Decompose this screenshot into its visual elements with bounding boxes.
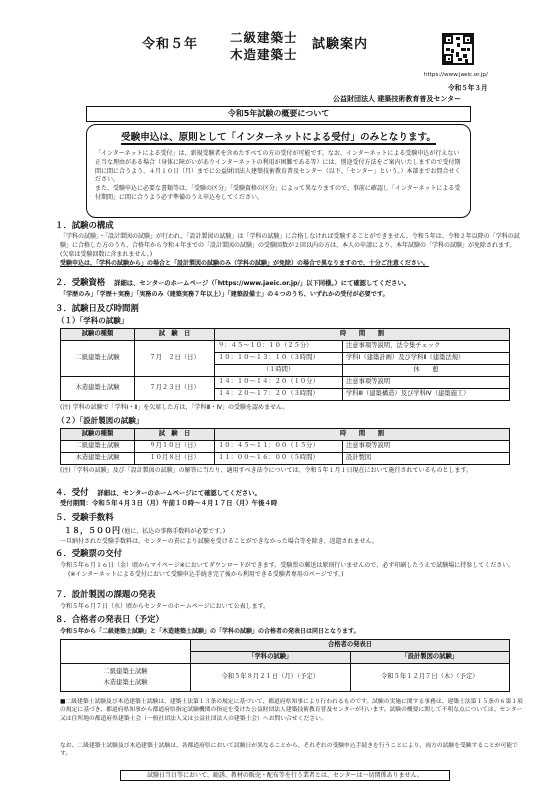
time-cell: １４：１０～１４：２０（１０分） xyxy=(215,377,343,389)
content-cell: 注意事項等説明 xyxy=(343,441,510,453)
section-7-heading: ７．設計製図の課題の発表 xyxy=(55,589,156,599)
notice-paragraph-2: また、受験申込に必要な書類等は、「受験の区分」「受験資格の区分」によって異なりますので、事前に確認し「インターネットによる受付期間」に間に合うよう必ず準備のうえ申込をしてください。 xyxy=(95,184,461,201)
table-header: 「学科の試験」 xyxy=(191,652,351,664)
summary-heading: 令和5年試験の概要について xyxy=(86,106,471,122)
exam-type-cell: 二級建築士試験 xyxy=(61,341,135,377)
section-5-amount-line xyxy=(60,525,520,537)
section-1-body: 「学科の試験」・「設計製図の試験」が行われ、「設計製図の試験」は「学科の試験」に合格しなければ受験することができません。令和５年は、令和２年以降の「学科の試験」に合格した方のうち、合格年から令和４年までの「設計製図の試験」の受験回数が２回以内の方は、本人の申請により、本年試験の「学科の試験」が免除されます。(欠席は受験回数に含まれません。) 受験申込は、「学科の試験から」の場合と「設計製図の試験のみ（学科の試験」が免除）の場合で異なりますので、十分ご注意ください。 xyxy=(60,233,520,267)
results-date-drawing: 令和５年１２月７日（木）（予定） xyxy=(350,664,510,692)
section-4-heading: ４．受付 詳細は、センターのホームページにて確認してください。 xyxy=(55,487,261,497)
section-4-detail: 詳細は、センターのホームページにて確認してください。 xyxy=(97,490,261,497)
title-line2: 木造建築士 xyxy=(230,46,298,62)
section-2-body: 「学歴のみ」「学歴＋実務」「実務のみ（建築実務７年以上）」「建築設備士」の４つのうち、いずれかの受付が必要です。 xyxy=(60,291,389,298)
website-url[interactable]: https://www.jaeic.or.jp/ xyxy=(424,72,488,78)
table-header: 試験の種類 xyxy=(61,329,135,341)
notice-paragraph-1: 「インターネットによる受付」は、新規受験者を含めたすべての方の受付が可能です。なお、インターネットによる受験申込が行えない正当な理由がある場合（身体に障がいがありインターネットの利用が困難である等）には、別途受付方法をご案内いたしますので受付期間に間に合うよう、４月１０日（月）までに公益財団法人建築技術教育普及センター（以下、「センター」という。）本部までお問合せください。 xyxy=(95,150,461,184)
time-cell: ９：４５～１０：１０（２５分） xyxy=(215,341,343,353)
section-2-heading: ２．受験資格 詳細は、センターのホームページ（「https://www.jaeic.or.jp/」以下同様。）にて確認してください。 xyxy=(55,277,411,287)
section-8-heading: ８．合格者の発表日（予定） xyxy=(55,614,164,624)
title-line1: 二級建築士 xyxy=(230,30,298,45)
title-qualification xyxy=(230,30,298,64)
notice-box xyxy=(86,124,471,218)
exam-type-cell: 木造建築士試験 xyxy=(61,453,135,465)
section-5-body: 一旦納付された受験手数料は、センターの責により試験を受けることができなかった場合等を除き、返還されません。 xyxy=(60,538,378,545)
section-3-sub1: （１）「学科の試験」 xyxy=(57,316,129,325)
fee-amount-note: (他に、払込の事務手数料が必要です。) xyxy=(121,528,226,535)
section-6-heading: ６．受験票の交付 xyxy=(55,548,122,558)
section-6-note: (※インターネットによる受付において受験申込手続き完了後から利用できる受験者専用のページです。) xyxy=(68,571,344,578)
section-4-body: 受付期間：令和５年４月３日（月）午前１０時～４月１７日（月）午後４時 xyxy=(60,499,278,507)
exam-date-cell: ７月２３日（日） xyxy=(135,377,215,401)
table-header: 「設計製図の試験」 xyxy=(350,652,510,664)
results-blank-cell xyxy=(61,640,191,664)
exam-type-cell: 二級建築士試験 xyxy=(61,441,135,453)
exam-date-cell: ９月１０日（日） xyxy=(135,441,215,453)
drawing-exam-note: (注)「学科の試験」及び「設計製図の試験」の解答に当たり、適用すべき法令については、令和５年１月１日現在において施行されているものとします。 xyxy=(60,467,472,474)
time-cell: １０：１０～１３：１０（３時間） xyxy=(215,353,343,365)
exam-date-cell: ７月 ２日（日） xyxy=(135,341,215,377)
content-cell: 設計製図 xyxy=(343,453,510,465)
fee-amount: １８，５００円 xyxy=(64,526,120,535)
section-7-body: 令和５年６月７日（水）頃からセンターのホームページにおいて公表します。 xyxy=(60,603,270,610)
content-cell: 休 憩 xyxy=(343,365,510,377)
content-cell: 学科Ⅲ（建築構造）及び学科Ⅳ（建築施工） xyxy=(343,389,510,401)
results-exam-type-cell: 二級建築士試験 木造建築士試験 xyxy=(61,664,191,692)
table-header: 合格者の発表日 xyxy=(191,640,510,652)
section-1-heading: １．試験の構成 xyxy=(55,220,114,230)
time-cell: １０：４５～１１：００（１５分） xyxy=(215,441,343,453)
exam-type-cell: 木造建築士試験 xyxy=(61,377,135,401)
results-table xyxy=(60,639,510,692)
time-cell: １１：００～１６：００（５時間） xyxy=(215,453,343,465)
notice-headline: 受験申込は、原則として「インターネットによる受付」のみとなります。 xyxy=(121,132,436,143)
drawing-exam-table xyxy=(60,428,510,465)
issue-date: 令和５年３月 xyxy=(448,84,488,92)
section-3-heading: ３．試験日及び時間割 xyxy=(55,303,139,313)
section-1-note: 受験申込は、「学科の試験から」の場合と「設計製図の試験のみ（学科の試験」が免除）の場合で異なりますので、十分ご注意ください。 xyxy=(60,260,429,267)
qr-code-icon[interactable] xyxy=(442,33,474,65)
footer-paragraph-1: ■二級建築士試験及び木造建築士試験は、建築士法第１３条の規定に基づいて、都道府県知事により行われるものです。試験の実施に関する事務は、建築士法第１５条の６第１項の規定に基づき、都道府県知事から都道府県指定試験機関の指定を受けた公益財団法人建築技術教育普及センターが行います。試験の概要に関して不明な点については、センター又は住所地の都道府県建築士会（一般社団法人又は公益社団法人の建築士会）へお問い合せください。 xyxy=(60,699,523,722)
table-header: 時 間 割 xyxy=(215,329,510,341)
section-3-sub2: （２）「設計製図の試験」 xyxy=(57,416,144,425)
written-exam-note: (注) 学科の試験で「学科Ⅰ・Ⅱ」を欠席した方は、「学科Ⅲ・Ⅳ」の受験を認めません。 xyxy=(60,404,289,411)
footer-paragraph-2: なお、二級建築士試験及び木造建築士試験は、各都道府県において試験日が異なることから、それぞれの受験申込手続きを行うことにより、両方の試験を受験することが可能です。 xyxy=(60,743,518,758)
content-cell: 学科Ⅰ（建築計画）及び学科Ⅱ（建築法規） xyxy=(343,353,510,365)
organization-name: 公益財団法人 建築技術教育普及センター xyxy=(333,95,462,103)
exam-date-cell: １０月８日（日） xyxy=(135,453,215,465)
content-cell: 注意事項等説明 xyxy=(343,377,510,389)
title-suffix: 試験案内 xyxy=(312,37,369,52)
section-6-body: 令和５年６月１６日（金）頃からマイページ※においてダウンロードができます。受験票の郵送は原則行いませんので、必ず印刷したうえで試験場に持参してください。 (※インターネットによる受付において受験申込手続き完了後から利用できる受験者専用のページです。) xyxy=(60,562,515,578)
written-exam-table xyxy=(60,328,510,401)
time-cell: １４：２０～１７：２０（３時間） xyxy=(215,389,343,401)
table-header: 試験の種類 xyxy=(61,429,135,441)
section-8-intro: 令和５年から「二級建築士試験」と「木造建築士試験」の「学科の試験」の合格者の発表日は同日となります。 xyxy=(60,628,360,635)
section-2-detail: 詳細は、センターのホームページ（「https://www.jaeic.or.jp/」以下同様。）にて確認してください。 xyxy=(114,280,411,287)
section-5-heading: ５．受験手数料 xyxy=(55,512,114,522)
time-cell: （１時間） xyxy=(215,365,343,377)
table-header: 試 験 日 xyxy=(135,429,215,441)
footer-notice-box: 試験日当日等において、勧誘、教材の販売・配布等を行う業者とは、センターは一切関係ありません。 xyxy=(120,770,450,781)
table-header: 試 験 日 xyxy=(135,329,215,341)
title-era: 令和５年 xyxy=(142,37,199,52)
results-date-written: 令和５年８月２１日（月）（予定） xyxy=(191,664,351,692)
content-cell: 注意事項等説明、法令集チェック xyxy=(343,341,510,353)
table-header: 時 間 割 xyxy=(215,429,510,441)
